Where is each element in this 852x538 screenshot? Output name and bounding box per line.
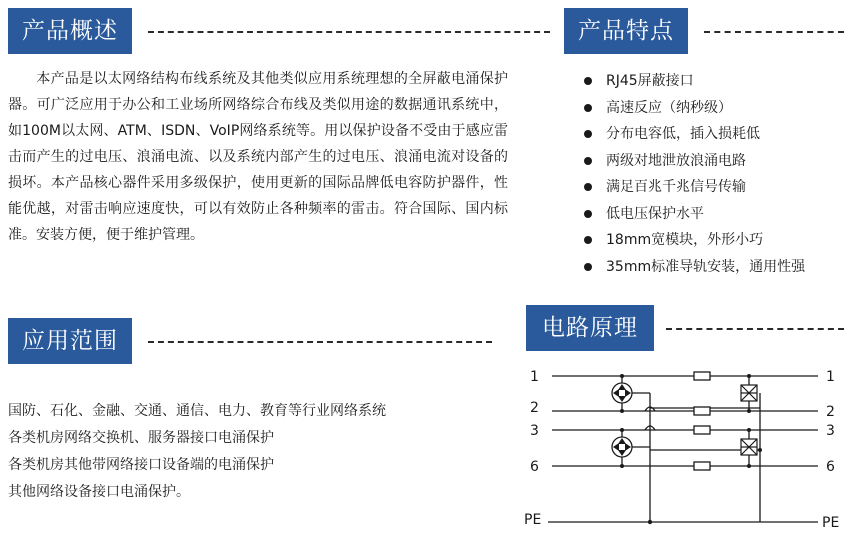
application-item: 各类机房网络交换机、服务器接口电涌保护 bbox=[8, 430, 274, 446]
circuit-right-label-1: 1 bbox=[826, 369, 835, 385]
overview-text: 本产品是以太网络结构布线系统及其他类似应用系统理想的全屏蔽电涌保护器。可广泛应用于办公和工业场所网络综合布线及类似用途的数据通讯系统中，如100M以太网、ATM、ISDN、VoIP网络系统等。用以保护设备不受由于感应雷击而产生的过电压、浪涌电流、以及系统内部产生的过电压、浪涌电流对设备的损坏。本产品核心器件采用多级保护，使用更新的国际品牌低电容防护器件，性能优越，对雷击响应速度快，可以有效防止各种频率的雷击。符合国际、国内标准。安装方便，便于维护管理。 bbox=[8, 71, 508, 243]
circuit-left-label-6: 6 bbox=[530, 459, 539, 475]
feature-item: 两级对地泄放浪涌电路 bbox=[582, 148, 805, 175]
circuit-right-label-2: 2 bbox=[826, 404, 835, 420]
applications-title: 应用范围 bbox=[8, 318, 132, 364]
feature-item: 18mm宽模块，外形小巧 bbox=[582, 227, 805, 254]
circuit-title: 电路原理 bbox=[526, 305, 654, 351]
application-item: 国防、石化、金融、交通、通信、电力、教育等行业网络系统 bbox=[8, 403, 386, 419]
circuit-right-label-6: 6 bbox=[826, 459, 835, 475]
circuit-right-label-pe: PE bbox=[822, 515, 840, 531]
circuit-left-label-3: 3 bbox=[530, 423, 539, 439]
circuit-left-label-1: 1 bbox=[530, 369, 539, 385]
circuit-right-label-3: 3 bbox=[826, 423, 835, 439]
feature-item: 低电压保护水平 bbox=[582, 201, 805, 228]
feature-item: 高速反应（纳秒级） bbox=[582, 95, 805, 122]
feature-item: 35mm标准导轨安装，通用性强 bbox=[582, 254, 805, 281]
feature-item: RJ45屏蔽接口 bbox=[582, 68, 805, 95]
application-item: 其他网络设备接口电涌保护。 bbox=[8, 484, 190, 500]
circuit-left-label-pe: PE bbox=[524, 512, 542, 528]
features-title: 产品特点 bbox=[564, 8, 688, 54]
overview-title: 产品概述 bbox=[8, 8, 132, 54]
feature-item: 分布电容低，插入损耗低 bbox=[582, 121, 805, 148]
circuit-left-label-2: 2 bbox=[530, 400, 539, 416]
application-item: 各类机房其他带网络接口设备端的电涌保护 bbox=[8, 457, 274, 473]
feature-item: 满足百兆千兆信号传输 bbox=[582, 174, 805, 201]
